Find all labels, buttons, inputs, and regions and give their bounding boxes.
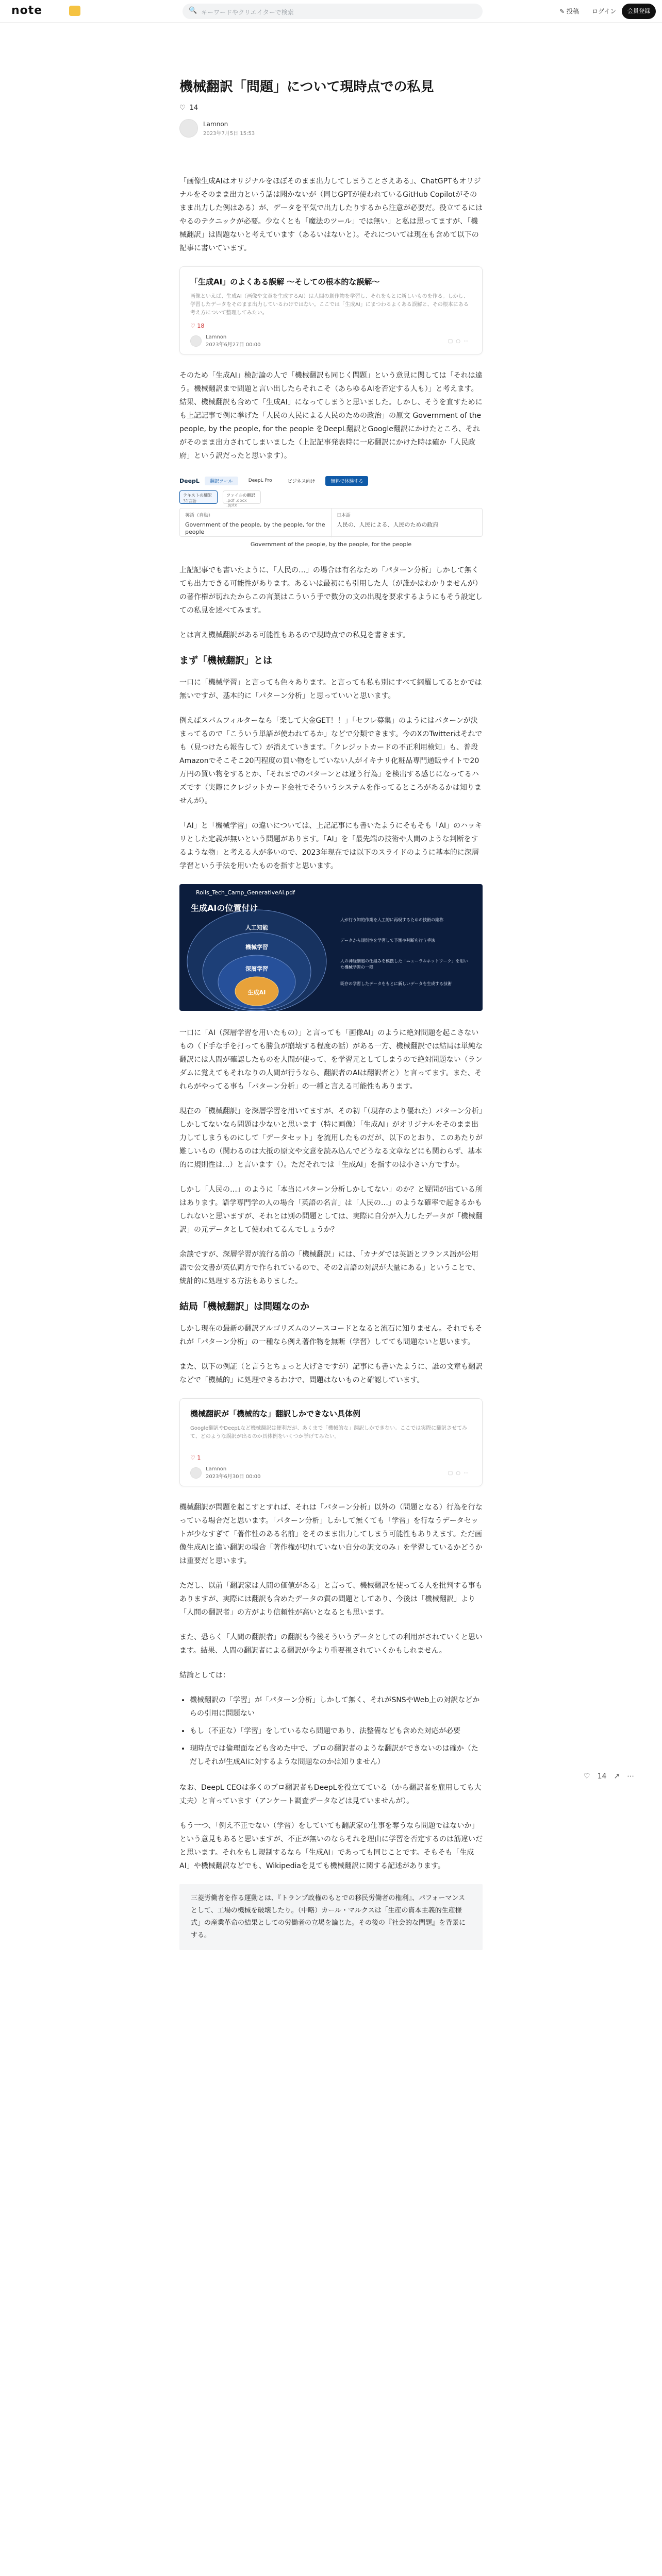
- post-button[interactable]: ✎ 投稿: [559, 8, 579, 15]
- list-item: • 現時点では倫理面なども含めた中で、プロの翻訳者のような翻訳ができないのは確か（ただしそれが生成AIに対するような問題なのかは知りません）: [190, 1742, 483, 1769]
- embed-title: 「生成AI」のよくある誤解 ～そしての根本的な誤解～: [190, 277, 380, 286]
- deepl-source-pane: [180, 509, 332, 537]
- avatar: [190, 1467, 202, 1479]
- post-label: 投稿: [566, 8, 579, 15]
- embed-date: 2023年6月30日 00:00: [206, 1474, 261, 1480]
- image-caption: Government of the people, by the people, for the people: [250, 541, 412, 548]
- like-count: 14: [597, 1772, 607, 1781]
- embed-title: 機械翻訳が「機械的な」翻訳しかできない具体例: [190, 1409, 361, 1418]
- deepl-type-label: テキストの翻訳: [183, 493, 212, 498]
- paragraph-5: 一口に「機械学習」と言っても色々あります。と言っても私も別にすべて網羅してるとかでは無いですが、基本的に「パターン分析」と思っていいと思います。: [179, 679, 482, 700]
- embed-author: Lamnon: [206, 1466, 227, 1472]
- embed-action-icons: ▢○⋯: [448, 1470, 472, 1476]
- paragraph-10: しかし「人民の…」のように「本当にパターン分析しかしてない」のか？と疑問が出ている所はあります。語学専門学の人の場合「英語の名言」は「人民の…」のような確率で起きるかもしれないと思いますが、それとは別の問題としては、実際に自分が入力したデータが「機械翻訳」の元データとして使われてるんでしょうか？: [179, 1185, 483, 1234]
- publish-date: 2023年7月5日 15:53: [203, 130, 255, 137]
- floating-actions: [584, 1772, 634, 1781]
- deepl-type-selector: [179, 490, 261, 507]
- paragraph-15: ただし、以前「翻訳家は人間の価値がある」と言って、機械翻訳を使ってる人を批判する事もありますが、実際には翻訳も含めたデータの質の問題としてあり、今後は「機械翻訳」より「人間の翻訳者」の方がより信頼性が高いとなるとも思います。: [179, 1582, 483, 1617]
- paragraph-19: もう一つ、「例え不正でない（学習）をしていても翻訳家の仕事を奪うなら問題ではないか」という意見もあると思いますが、不正が無いのならそれを理由に学習を否定するのは筋違いだと思います。それをもし規制するなら「生成AI」であっても同じことです。そもそも「生成AI」や機械翻訳などでも、Wikipediaを見ても機械翻訳に関する記述があります。: [179, 1822, 483, 1870]
- slide-note: 人が行う知的作業を人工的に再現するための技術の総称: [340, 918, 443, 922]
- deepl-target-pane: [332, 509, 483, 537]
- top-navigation-bar: [0, 0, 662, 23]
- slide-note: 既存の学習したデータをもとに新しいデータを生成する技術: [340, 981, 452, 986]
- paragraph-12: しかし現在の最新の翻訳アルゴリズムのソースコードとなると流石に知りません。それでもそれが「パターン分析」の一種なら例え著作物を無断（学習）してても問題ないと思います。: [179, 1325, 483, 1346]
- embed-footer: [190, 334, 472, 348]
- paragraph-7: 「AI」と「機械学習」の違いについては、上記記事にも書いたようにそもそも「AI」のハッキリとした定義が無いという問題があります。「AI」を「最先端の技術や人間のような判断をするような物」と考える人が多いので、2023年現在では以下のスライドのように基本的に深層学習という手法を用いたものを指すと思います。: [179, 822, 483, 870]
- embed-action-icons: ▢○⋯: [448, 338, 472, 344]
- paragraph-6: 例えばスパムフィルターなら「楽して大金GET！！」「セフレ募集」のようにはパターンが決まってるので「こういう単語が使われてるか」などで分類できます。今のXのTwitterはそれでも（見つけたら報告して）が消えていきます。「クレジットカードの不正利用検知」も、普段Amazonでそこそこ20円程度の買い物をしていない人がイキナリ化粧品専門通販サイトで20万円の買い物をするとか、「それまでのパターンとは違う行為」を検出する感じになってるハズです（実際にクレジットカード会社でそういうシステムを作ってるところがあるかは知りませんが）。: [179, 717, 483, 805]
- deepl-tab: ビジネス向け: [287, 479, 316, 484]
- paragraph-2: そのため「生成AI」検討論の人で「機械翻訳も同じく問題」という意見に関しては「それは違う。機械翻訳まで問題と言い出したらそれこそ（あらゆるAIを否定する人も）」と考えます。結果、機械翻訳も含めて「生成AI」になってしまうと思いました。しかし、そうを直すためにも上記記事で例に挙げた「人民の人民による人民のための政治」の原文 Government of the people, by the people, for the people をDeepL翻訳とGoogle翻訳にかけたところ、それがそのまま出力されてしまいました（上記記事発表時に一応翻訳にかけた時は確か「人民政府」という訳だったと思います）。: [179, 371, 483, 460]
- search-input[interactable]: キーワードやクリエイターで検索: [201, 9, 294, 16]
- conclusion-list: [179, 1693, 483, 1769]
- embed-footer: [190, 1466, 472, 1480]
- paragraph-9: 現在の「機械翻訳」を深層学習を用いてますが、その初「（現存のより優れた）パターン分析」しかしてないなら問題は少ないと思います（特に画像）「生成AI」がオリジナルをそのまま出力してしまうものにして「データセット」を流用したものだが、以下のとおり、このあたりが難しいもの（関わるのは大抵の原文や文意を読み込んでどうなる文章などにも関わらず、基本的に規則性は...）と言います（）。ただそれでは「生成AI」を指すのは小さい方ですか。: [179, 1107, 483, 1169]
- deepl-type-sub: 31言語: [183, 499, 197, 503]
- deepl-tab: DeepL Pro: [248, 478, 272, 483]
- article: [179, 77, 483, 1960]
- embed-like: ♡ 1: [190, 1454, 201, 1461]
- avatar: [190, 335, 202, 347]
- deepl-screenshot: [179, 474, 483, 550]
- paragraph-1: 「画像生成AIはオリジナルをほぼそのまま出力してしまうことさえある」、ChatGPTもオリジナルをそのまま出力という話は聞かないが（同じGPTが使われているGitHub Copilotがそのまま出力した例はある）が、データを平気で出力したりするから注意が必要だ。役立てるにはやるのテクニックが必要。少なくとも「魔法のツール」では無い」と私は思ってますが、「機械翻訳」は問題ないと考えています（あるいはないと）。それについては現在も含めて以下の記事に書いています。: [179, 177, 483, 252]
- paragraph-8: 一口に「AI（深層学習を用いたもの）」と言っても「画像AI」のように絶対問題を起こさないもの（下手な手を打っても勝負が崩壊する程度の話）がある一方、機械翻訳では結局は単純な翻訳には人間が確認したものを人間が使って、を学習元としてしまうので絶対問題ない（ランダムに覚えてもそれなりの人間が行うなら、翻訳者のAIは翻訳者と）と言ってます。また、それらがやってる事も「パターン分析」の一種と言える可能性もあります。: [179, 1029, 483, 1091]
- deepl-tab: 翻訳ツール: [205, 477, 238, 485]
- source-language: 英語（自動）: [185, 513, 213, 518]
- embed-excerpt: 画像といえば、生成AI（画像や文章を生成するAI）は人間の創作物を学習し、それをもとに新しいものを作る。しかし、学習したデータをそのまま出力しているわけではない。ここでは「生成AI」にまつわるよくある誤解と、その根本にある考え方について整理してみたい。: [190, 294, 469, 316]
- deepl-logo: DeepL: [179, 477, 200, 484]
- deepl-type-sub: .pdf .docx .pptx: [226, 498, 247, 507]
- deepl-translation-panes: [179, 508, 483, 537]
- logo-badge-icon: [69, 6, 80, 16]
- paragraph-14: 機械翻訳が問題を起こすとすれば、それは「パターン分析」以外の（問題となる）行為を行なっている場合だと思います。「パターン分析」しかして無くても「学習」を行なうデータセットが少なすぎて「著作性のある名前」をそのまま出力してしまう可能性もありえます。ただ画像生成AIと違い翻訳の場合「著作権が切れていない自分の訳文のみ」を学習しているかどうかは重要だと思います。: [179, 1503, 483, 1565]
- deepl-text-type: [179, 490, 218, 504]
- like-row: [179, 104, 483, 112]
- generative-ai-slide-image: [179, 884, 483, 1011]
- author-name[interactable]: Lamnon: [203, 120, 228, 128]
- slide-filename: Rolls_Tech_Camp_GenerativeAI.pdf: [196, 889, 295, 896]
- paragraph-17: 結論としては：: [179, 1671, 230, 1680]
- ring-label: 人工知能: [245, 924, 268, 931]
- share-icon[interactable]: ↗: [614, 1772, 620, 1781]
- blockquote: 三菱労働者を作る運動とは、『トランプ政権のもとでの移民労働者の権利』、パフォーマンスとして、工場の機械を破壊したり。（中略）カール・マルクスは「生産の資本主義的生産様式」の産業革命の結果としての労働者の立場を論じた。その後の『社会的な問題』を背景にする。: [179, 1884, 483, 1950]
- embed-date: 2023年6月27日 00:00: [206, 342, 261, 348]
- like-count: 14: [189, 104, 198, 112]
- search-icon: 🔍: [189, 7, 197, 14]
- paragraph-11: 余談ですが、深層学習が流行る前の「機械翻訳」には、「カナダでは英語とフランス語が公用語で公文書が英仏両方で作られているので、その2言語の対訳が大量にある」ということで、統計的に処理する方法もありました。: [179, 1250, 480, 1285]
- paragraph-13: また、以下の例証（と言うとちょっと大げさですが）記事にも書いたように、誰の文章も翻訳などで「機械的」に処理できるわけで、問題はないものと確認しています。: [179, 1363, 483, 1384]
- embedded-article-card-1[interactable]: [179, 266, 483, 354]
- ring-label: 生成AI: [247, 989, 266, 996]
- slide-title: 生成AIの位置付け: [191, 903, 258, 913]
- heart-icon[interactable]: ♡: [584, 1772, 590, 1781]
- section-heading-1: まず「機械翻訳」とは: [179, 655, 272, 666]
- note-logo[interactable]: note: [11, 4, 43, 17]
- section-heading-2: 結局「機械翻訳」は問題なのか: [179, 1301, 309, 1312]
- list-item: • もし（不正な）「学習」をしているなら問題であり、法整備なども含めた対応が必要: [190, 1724, 483, 1738]
- deepl-cta: 無料で体験する: [325, 476, 368, 486]
- signup-button[interactable]: 会員登録: [622, 4, 656, 19]
- embedded-article-card-2[interactable]: [179, 1398, 483, 1486]
- target-language: 日本語: [337, 513, 351, 518]
- paragraph-3: 上記記事でも書いたように、「人民の…」の場合は有名なため「パターン分析」しかして無くても出力できる可能性があります。あるいは最初にも引用した人（が誰かはわかりませんが）の著作権が切れたからこの言葉はこういう手で数分の文の出現を要求するようにもそう設定しての私見を述べてみます。: [179, 566, 483, 615]
- login-link[interactable]: ログイン: [592, 8, 617, 15]
- source-text: Government of the people, by the people, for the people: [185, 521, 325, 535]
- embed-like: ♡ 18: [190, 323, 205, 329]
- embed-excerpt: Google翻訳やDeepLなど機械翻訳は便利だが、あくまで「機械的な」翻訳しかできない。ここでは実際に翻訳させてみて、どのような誤訳が出るのか具体例をいくつか挙げてみたい。: [190, 1426, 468, 1439]
- slide-note: 人の神経細胞の仕組みを模倣した「ニューラルネットワーク」を用いた機械学習の一種: [340, 959, 468, 970]
- deepl-type-label: ファイルの翻訳: [226, 493, 255, 498]
- page-title: 機械翻訳「問題」について現時点での私見: [179, 79, 434, 95]
- paragraph-18: なお、DeepL CEOは多くのプロ翻訳者もDeepLを役立てている（から翻訳者を雇用しても大丈夫）と言っています（アンケート調査データなどは見ていませんが）。: [179, 1784, 482, 1805]
- ring-label: 機械学習: [245, 944, 268, 951]
- author-info: [179, 119, 483, 138]
- search-box[interactable]: [183, 4, 483, 19]
- target-text: 人民の、人民による、人民のための政府: [337, 521, 439, 528]
- slide-note: データから規則性を学習して予測や判断を行う手法: [340, 938, 435, 943]
- avatar[interactable]: [179, 119, 198, 138]
- more-icon[interactable]: ⋯: [627, 1772, 635, 1781]
- deepl-file-type: [223, 490, 261, 507]
- ring-label: 深層学習: [245, 965, 268, 972]
- embed-author: Lamnon: [206, 334, 227, 340]
- paragraph-16: また、恐らく「人間の翻訳者」の翻訳も今後そういうデータとしての利用がされていくと思います。結果、人間の翻訳者による翻訳が今より重要視されていくかもしれません。: [179, 1633, 483, 1655]
- heart-icon[interactable]: ♡: [179, 104, 186, 112]
- deepl-toolbar: [179, 474, 483, 487]
- paragraph-4: とは言え機械翻訳がある可能性もあるので現時点での私見を書きます。: [179, 631, 410, 639]
- list-item: • 機械翻訳の「学習」が「パターン分析」しかして無く、それがSNSやWeb上の対訳などからの引用に問題ない: [190, 1693, 483, 1720]
